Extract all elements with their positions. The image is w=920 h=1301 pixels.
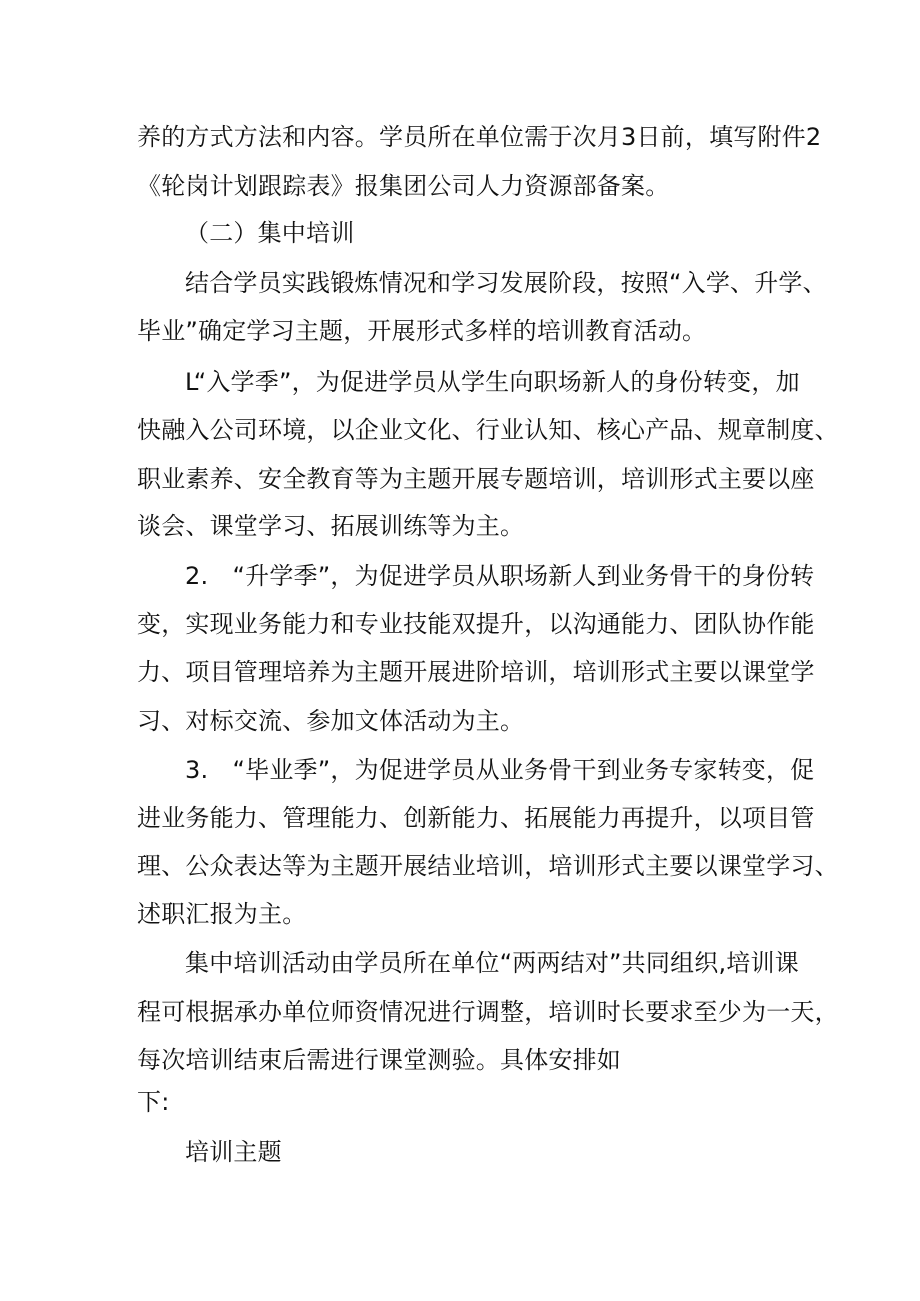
text-line-21: 下:	[137, 1088, 170, 1116]
text-line-4: 结合学员实践锻炼情况和学习发展阶段，按照“入学、升学、	[185, 269, 827, 297]
text-line-10: 2. “升学季”，为促进学员从职场新人到业务骨干的身份转	[185, 562, 815, 590]
text-line-9: 谈会、课堂学习、拓展训练等为主。	[137, 512, 525, 540]
text-line-8: 职业素养、安全教育等为主题开展专题培训，培训形式主要以座	[137, 465, 815, 493]
text-line-11: 变，实现业务能力和专业技能双提升，以沟通能力、团队协作能	[137, 610, 815, 638]
text-line-15: 进业务能力、管理能力、创新能力、拓展能力再提升，以项目管	[137, 804, 815, 832]
text-line-12: 力、项目管理培养为主题开展进阶培训，培训形式主要以课堂学	[137, 658, 815, 686]
text-line-19: 程可根据承办单位师资情况进行调整，培训时长要求至少为一天，	[137, 998, 839, 1026]
text-line-13: 习、对标交流、参加文体活动为主。	[137, 707, 525, 735]
text-line-17: 述职汇报为主。	[137, 900, 307, 928]
text-line-14: 3. “毕业季”，为促进学员从业务骨干到业务专家转变，促	[185, 756, 815, 784]
section-heading: （二）集中培训	[185, 219, 355, 247]
text-line-18: 集中培训活动由学员所在单位“两两结对”共同组织,培训课	[185, 949, 799, 977]
text-line-5: 毕业”确定学习主题，开展形式多样的培训教育活动。	[137, 317, 707, 345]
text-line-20: 每次培训结束后需进行课堂测验。具体安排如	[137, 1046, 621, 1074]
text-line-16: 理、公众表达等为主题开展结业培训，培训形式主要以课堂学习、	[137, 852, 839, 880]
text-line-1: 养的方式方法和内容。学员所在单位需于次月3日前，填写附件2	[137, 123, 822, 151]
text-line-6: L“入学季”，为促进学员从学生向职场新人的身份转变，加	[185, 368, 800, 396]
text-line-2: 《轮岗计划跟踪表》报集团公司人力资源部备案。	[137, 172, 670, 200]
table-heading: 培训主题	[185, 1138, 282, 1166]
text-line-7: 快融入公司环境，以企业文化、行业认知、核心产品、规章制度、	[137, 416, 839, 444]
